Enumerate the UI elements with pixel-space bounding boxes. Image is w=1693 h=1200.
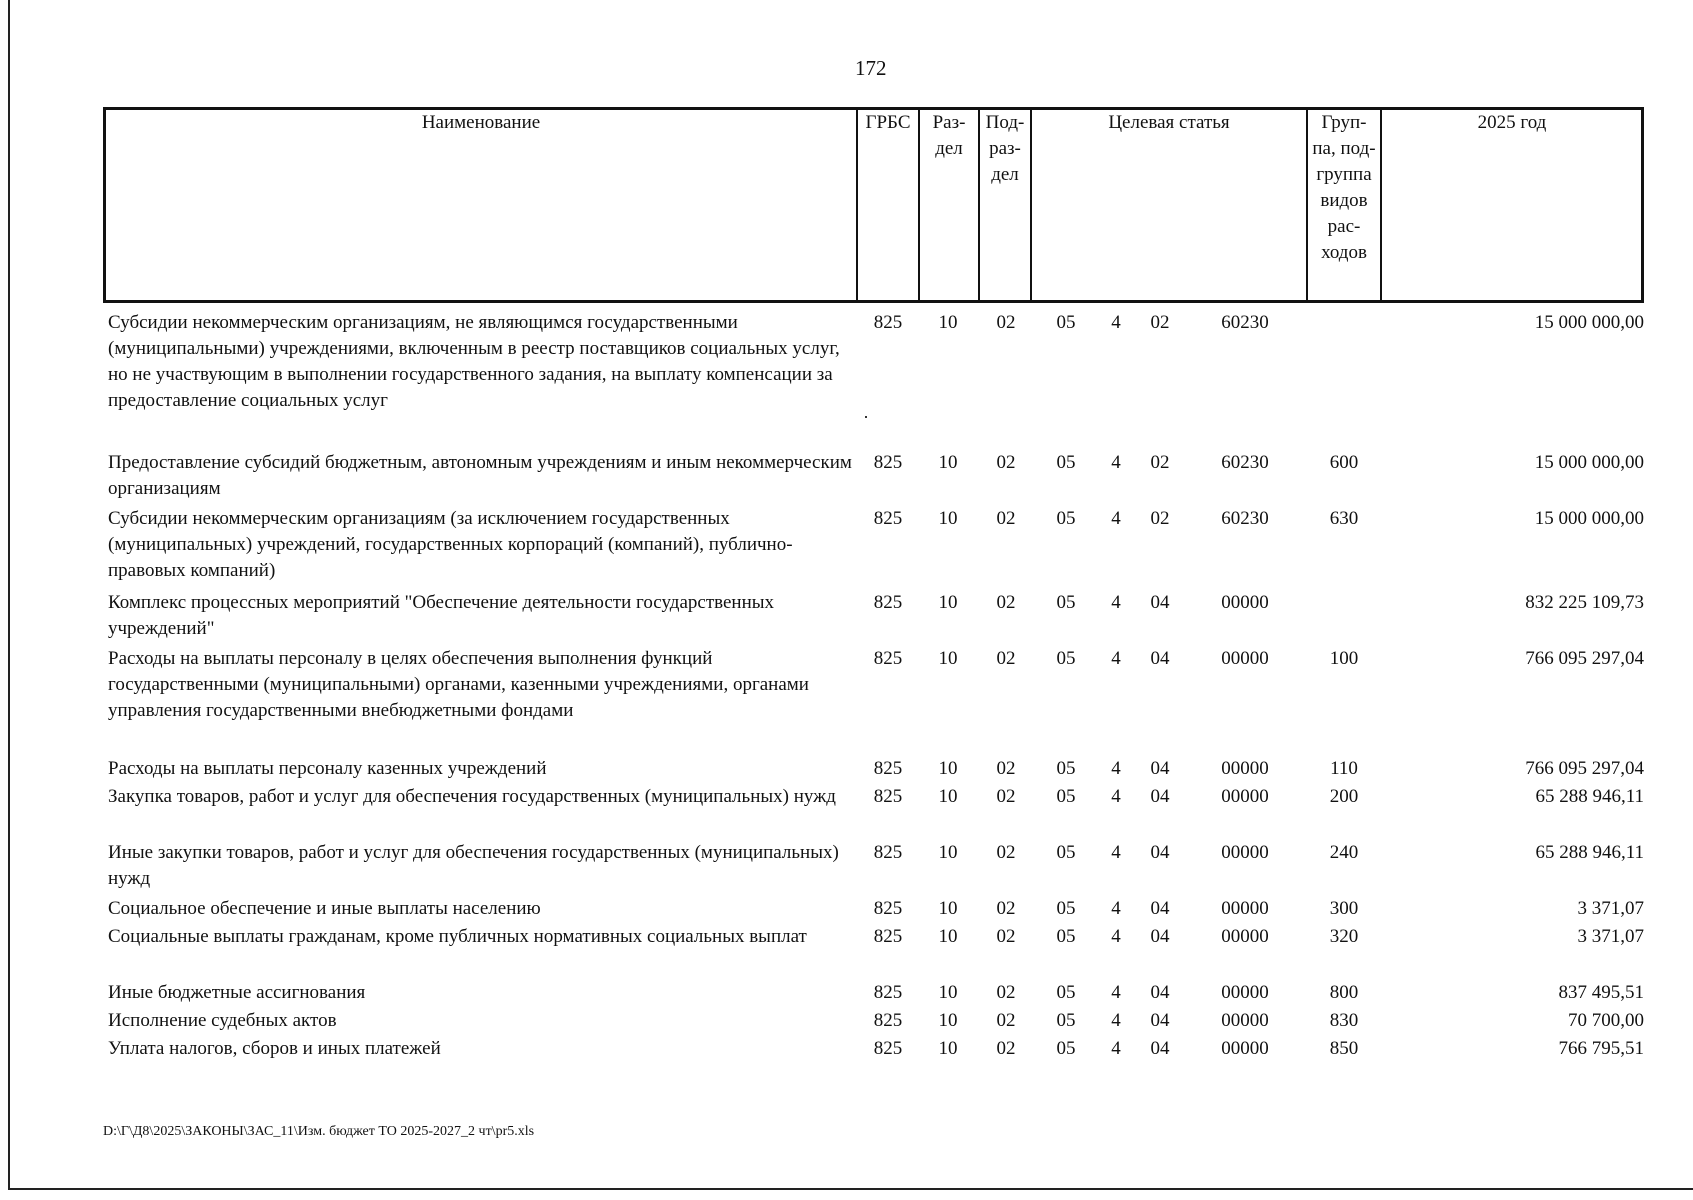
row-target-article-2: 4 — [1111, 452, 1121, 473]
row-podrazdel: 02 — [996, 898, 1016, 919]
row-target-article-3: 04 — [1150, 648, 1170, 669]
row-expense-group: 800 — [1329, 982, 1359, 1003]
row-razdel: 10 — [938, 1010, 958, 1031]
row-amount: 15 000 000,00 — [1534, 508, 1644, 529]
row-amount: 3 371,07 — [1577, 926, 1644, 947]
scan-border-left — [8, 0, 10, 1188]
row-target-article-4: 60230 — [1221, 508, 1269, 529]
row-amount: 65 288 946,11 — [1535, 786, 1644, 807]
row-target-article-4: 00000 — [1221, 982, 1269, 1003]
row-target-article-2: 4 — [1111, 1038, 1121, 1059]
row-podrazdel: 02 — [996, 312, 1016, 333]
row-target-article-2: 4 — [1111, 648, 1121, 669]
row-target-article-4: 60230 — [1221, 312, 1269, 333]
row-name: Комплекс процессных мероприятий "Обеспечение деятельности государственных учреждений" — [108, 592, 775, 639]
row-amount: 65 288 946,11 — [1535, 842, 1644, 863]
row-target-article-4: 00000 — [1221, 898, 1269, 919]
row-target-article-2: 4 — [1111, 842, 1121, 863]
row-grbs: 825 — [873, 648, 903, 669]
row-target-article-3: 04 — [1150, 982, 1170, 1003]
row-target-article-3: 04 — [1150, 926, 1170, 947]
row-grbs: 825 — [873, 898, 903, 919]
row-expense-group: 320 — [1329, 926, 1359, 947]
row-target-article-1: 05 — [1056, 982, 1076, 1003]
row-podrazdel: 02 — [996, 1038, 1016, 1059]
row-expense-group: 110 — [1330, 758, 1358, 779]
row-podrazdel: 02 — [996, 648, 1016, 669]
row-razdel: 10 — [938, 926, 958, 947]
row-name: Исполнение судебных актов — [108, 1010, 337, 1031]
page-number: 172 — [855, 56, 887, 80]
row-target-article-3: 04 — [1150, 786, 1170, 807]
row-grbs: 825 — [873, 508, 903, 529]
row-target-article-1: 05 — [1056, 758, 1076, 779]
row-target-article-4: 00000 — [1221, 1038, 1269, 1059]
row-expense-group: 830 — [1329, 1010, 1359, 1031]
row-amount: 832 225 109,73 — [1525, 592, 1644, 613]
row-name: Предоставление субсидий бюджетным, автономным учреждениям и иным некоммерческим организациям — [108, 452, 852, 499]
row-razdel: 10 — [938, 842, 958, 863]
row-target-article-4: 00000 — [1221, 592, 1269, 613]
row-expense-group: 630 — [1329, 508, 1359, 529]
row-target-article-3: 04 — [1150, 842, 1170, 863]
row-grbs: 825 — [873, 758, 903, 779]
row-razdel: 10 — [938, 508, 958, 529]
header-name: Наименование — [421, 112, 541, 133]
row-target-article-2: 4 — [1111, 786, 1121, 807]
header-divider — [1380, 107, 1382, 303]
row-target-article-2: 4 — [1111, 508, 1121, 529]
header-target-article: Целевая статья — [1108, 112, 1230, 133]
row-target-article-4: 00000 — [1221, 1010, 1269, 1031]
row-expense-group: 300 — [1329, 898, 1359, 919]
row-target-article-2: 4 — [1111, 898, 1121, 919]
row-grbs: 825 — [873, 1010, 903, 1031]
row-target-article-1: 05 — [1056, 648, 1076, 669]
row-name: Уплата налогов, сборов и иных платежей — [108, 1038, 441, 1059]
row-amount: 766 095 297,04 — [1525, 758, 1644, 779]
header-divider — [1030, 107, 1032, 303]
row-grbs: 825 — [873, 926, 903, 947]
row-grbs: 825 — [873, 842, 903, 863]
row-target-article-3: 04 — [1150, 1038, 1170, 1059]
row-target-article-3: 02 — [1150, 452, 1170, 473]
row-target-article-4: 00000 — [1221, 786, 1269, 807]
row-target-article-2: 4 — [1111, 592, 1121, 613]
row-target-article-1: 05 — [1056, 452, 1076, 473]
row-name: Иные бюджетные ассигнования — [108, 982, 366, 1003]
row-name: Иные закупки товаров, работ и услуг для обеспечения государственных (муниципальных) нужд — [108, 842, 839, 889]
row-target-article-1: 05 — [1056, 508, 1076, 529]
row-target-article-1: 05 — [1056, 1038, 1076, 1059]
row-amount: 15 000 000,00 — [1534, 312, 1644, 333]
row-target-article-3: 04 — [1150, 592, 1170, 613]
row-amount: 766 795,51 — [1558, 1038, 1644, 1059]
row-target-article-3: 04 — [1150, 898, 1170, 919]
header-box — [103, 107, 1644, 303]
row-razdel: 10 — [938, 648, 958, 669]
row-target-article-4: 00000 — [1221, 926, 1269, 947]
row-amount: 3 371,07 — [1577, 898, 1644, 919]
row-target-article-1: 05 — [1056, 592, 1076, 613]
row-target-article-2: 4 — [1111, 926, 1121, 947]
header-podrazdel: Под- раз- дел — [985, 112, 1025, 185]
row-name: Расходы на выплаты персоналу казенных учреждений — [108, 758, 547, 779]
row-amount: 70 700,00 — [1568, 1010, 1644, 1031]
row-grbs: 825 — [873, 786, 903, 807]
row-target-article-2: 4 — [1111, 1010, 1121, 1031]
scan-speck — [865, 416, 867, 418]
row-expense-group: 850 — [1329, 1038, 1359, 1059]
row-podrazdel: 02 — [996, 592, 1016, 613]
row-target-article-3: 04 — [1150, 1010, 1170, 1031]
row-grbs: 825 — [873, 452, 903, 473]
row-podrazdel: 02 — [996, 452, 1016, 473]
row-name: Закупка товаров, работ и услуг для обеспечения государственных (муниципальных) нужд — [108, 786, 836, 807]
row-grbs: 825 — [873, 312, 903, 333]
header-razdel: Раз- дел — [932, 112, 966, 159]
row-amount: 766 095 297,04 — [1525, 648, 1644, 669]
row-podrazdel: 02 — [996, 786, 1016, 807]
row-podrazdel: 02 — [996, 758, 1016, 779]
row-name: Субсидии некоммерческим организациям (за исключением государственных (муниципальных) учреждений, государственных корпораций (компаний), публично-правовых компаний) — [108, 508, 793, 581]
row-target-article-1: 05 — [1056, 926, 1076, 947]
row-expense-group: 600 — [1329, 452, 1359, 473]
row-name: Расходы на выплаты персоналу в целях обеспечения выполнения функций государственными (муниципальными) органами, казенными учреждениями, органами управления государственными внебюджетными фондами — [108, 648, 809, 721]
row-target-article-3: 02 — [1150, 312, 1170, 333]
row-expense-group: 100 — [1329, 648, 1359, 669]
row-name: Субсидии некоммерческим организациям, не являющимся государственными (муниципальными) учреждениями, включенным в реестр поставщиков социальных услуг, но не участвующим в выполнении государственного задания, на выплату компенсации за предоставление социальных услуг — [108, 312, 840, 411]
header-grbs: ГРБС — [865, 112, 911, 133]
row-podrazdel: 02 — [996, 1010, 1016, 1031]
row-razdel: 10 — [938, 898, 958, 919]
row-razdel: 10 — [938, 982, 958, 1003]
row-target-article-3: 04 — [1150, 758, 1170, 779]
row-target-article-4: 60230 — [1221, 452, 1269, 473]
row-grbs: 825 — [873, 1038, 903, 1059]
row-podrazdel: 02 — [996, 842, 1016, 863]
row-target-article-2: 4 — [1111, 312, 1121, 333]
row-grbs: 825 — [873, 592, 903, 613]
row-podrazdel: 02 — [996, 926, 1016, 947]
row-name: Социальные выплаты гражданам, кроме публичных нормативных социальных выплат — [108, 926, 807, 947]
row-razdel: 10 — [938, 758, 958, 779]
row-amount: 837 495,51 — [1558, 982, 1644, 1003]
row-grbs: 825 — [873, 982, 903, 1003]
row-target-article-1: 05 — [1056, 842, 1076, 863]
row-target-article-4: 00000 — [1221, 842, 1269, 863]
row-target-article-1: 05 — [1056, 312, 1076, 333]
row-podrazdel: 02 — [996, 982, 1016, 1003]
header-expense-group: Груп- па, под- группа видов рас- ходов — [1312, 112, 1376, 263]
row-target-article-1: 05 — [1056, 786, 1076, 807]
row-podrazdel: 02 — [996, 508, 1016, 529]
row-expense-group: 240 — [1329, 842, 1359, 863]
row-razdel: 10 — [938, 1038, 958, 1059]
header-year: 2025 год — [1477, 112, 1547, 133]
row-name: Социальное обеспечение и иные выплаты населению — [108, 898, 541, 919]
row-target-article-4: 00000 — [1221, 648, 1269, 669]
scan-border-bottom — [8, 1188, 1693, 1190]
row-target-article-4: 00000 — [1221, 758, 1269, 779]
row-razdel: 10 — [938, 312, 958, 333]
row-target-article-3: 02 — [1150, 508, 1170, 529]
header-divider — [856, 107, 858, 303]
row-target-article-2: 4 — [1111, 982, 1121, 1003]
row-razdel: 10 — [938, 452, 958, 473]
footer-file-path: D:\Г\Д8\2025\ЗАКОНЫ\ЗАС_11\Изм. бюджет ТО 2025-2027_2 чт\pr5.xls — [103, 1124, 535, 1139]
row-target-article-2: 4 — [1111, 758, 1121, 779]
row-target-article-1: 05 — [1056, 898, 1076, 919]
row-target-article-1: 05 — [1056, 1010, 1076, 1031]
row-amount: 15 000 000,00 — [1534, 452, 1644, 473]
row-razdel: 10 — [938, 592, 958, 613]
row-razdel: 10 — [938, 786, 958, 807]
row-expense-group: 200 — [1329, 786, 1359, 807]
